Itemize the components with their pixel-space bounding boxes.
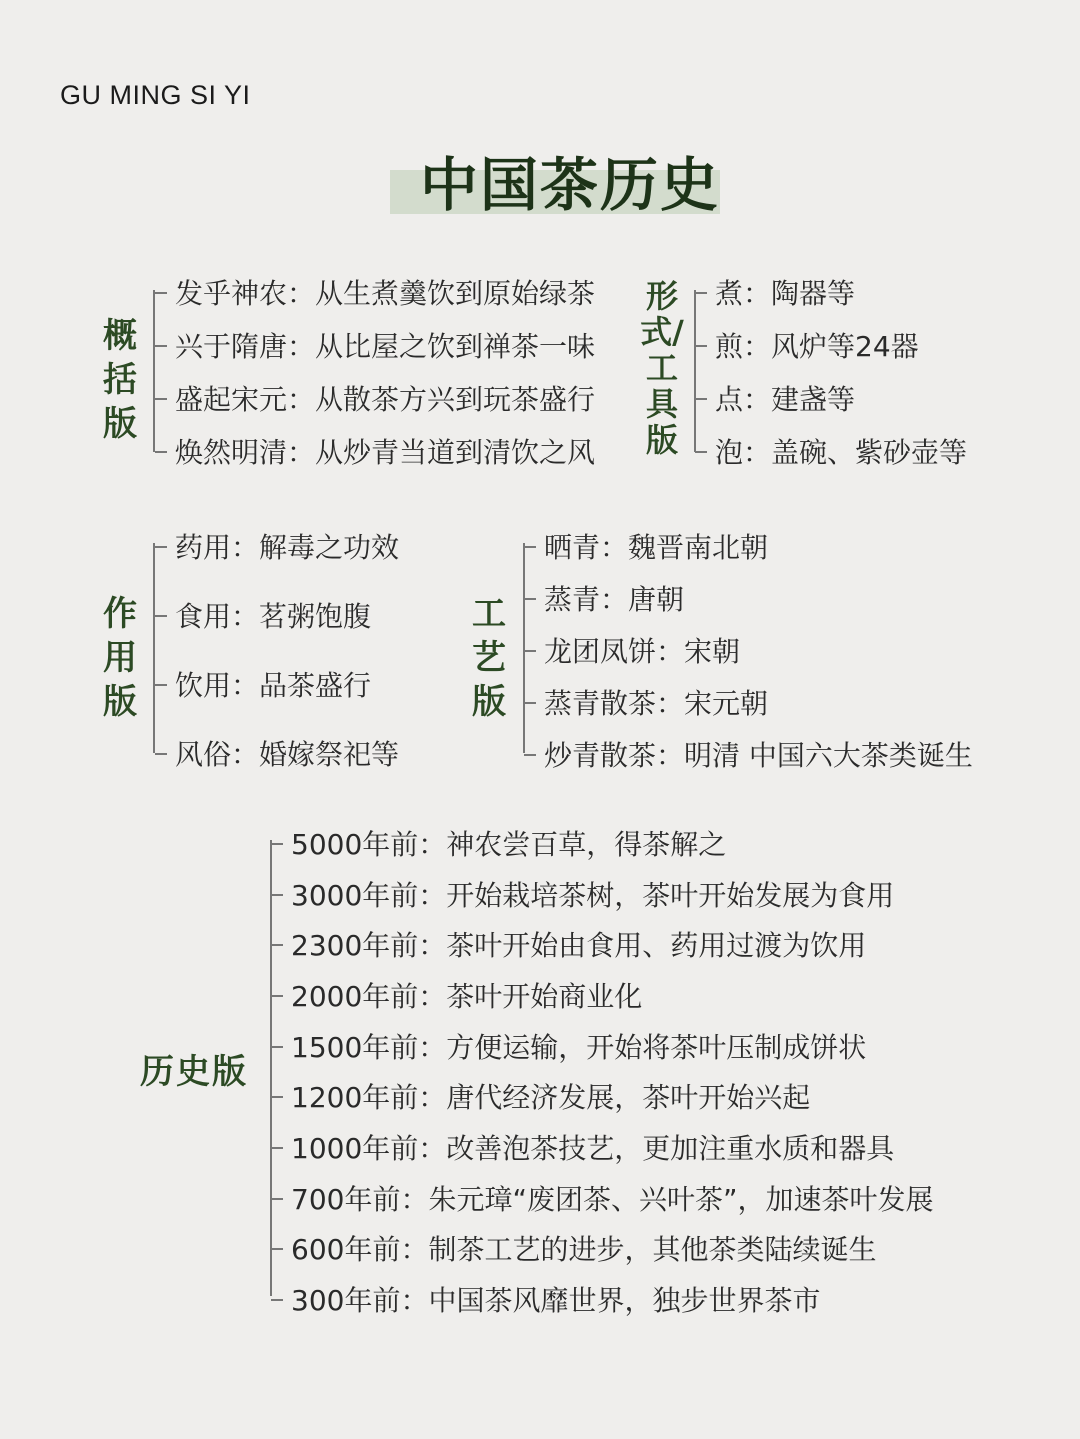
zuoyong-item-3: 饮用：品茶盛行 bbox=[175, 664, 371, 704]
gongyi-item-1: 晒青：魏晋南北朝 bbox=[544, 526, 768, 566]
gongyi-item-3: 龙团凤饼：宋朝 bbox=[544, 630, 740, 670]
zuoyong-label: 作用版 bbox=[103, 594, 137, 722]
lishi-item-4: 2000年前：茶叶开始商业化 bbox=[291, 975, 642, 1015]
lishi-item-7: 1000年前：改善泡茶技艺，更加注重水质和器具 bbox=[291, 1127, 894, 1167]
gongyi-bracket bbox=[523, 543, 525, 753]
lishi-item-10: 300年前：中国茶风靡世界，独步世界茶市 bbox=[291, 1279, 820, 1319]
zuoyong-item-4: 风俗：婚嫁祭祀等 bbox=[175, 733, 399, 773]
xingshi-item-3: 点：建盏等 bbox=[715, 378, 855, 418]
gaikuo-item-2: 兴于隋唐：从比屋之饮到禅茶一味 bbox=[175, 325, 595, 365]
xingshi-label: 形式/工具版 bbox=[640, 277, 684, 459]
lishi-item-2: 3000年前：开始栽培茶树，茶叶开始发展为食用 bbox=[291, 874, 894, 914]
zuoyong-bracket bbox=[153, 543, 155, 753]
gaikuo-item-3: 盛起宋元：从散茶方兴到玩茶盛行 bbox=[175, 378, 595, 418]
gaikuo-bracket bbox=[153, 290, 155, 452]
lishi-item-5: 1500年前：方便运输，开始将茶叶压制成饼状 bbox=[291, 1026, 866, 1066]
zuoyong-item-1: 药用：解毒之功效 bbox=[175, 526, 399, 566]
xingshi-item-2: 煎：风炉等24器 bbox=[715, 325, 919, 365]
lishi-bracket bbox=[270, 840, 272, 1296]
gongyi-label: 工艺版 bbox=[472, 594, 506, 722]
gaikuo-item-1: 发乎神农：从生煮羹饮到原始绿茶 bbox=[175, 272, 595, 312]
page-title: 中国茶历史 bbox=[420, 151, 721, 219]
lishi-label: 历史版 bbox=[140, 1052, 248, 1092]
gaikuo-item-4: 焕然明清：从炒青当道到清饮之风 bbox=[175, 431, 595, 471]
gongyi-item-5: 炒青散茶：明清 中国六大茶类诞生 bbox=[544, 734, 973, 774]
lishi-item-3: 2300年前：茶叶开始由食用、药用过渡为饮用 bbox=[291, 924, 866, 964]
xingshi-bracket bbox=[694, 290, 696, 452]
brand-text: GU MING SI YI bbox=[60, 80, 251, 110]
gaikuo-label: 概括版 bbox=[103, 316, 137, 444]
lishi-item-8: 700年前：朱元璋“废团茶、兴叶茶”，加速茶叶发展 bbox=[291, 1178, 933, 1218]
lishi-item-6: 1200年前：唐代经济发展，茶叶开始兴起 bbox=[291, 1076, 810, 1116]
zuoyong-item-2: 食用：茗粥饱腹 bbox=[175, 595, 371, 635]
gongyi-item-4: 蒸青散茶：宋元朝 bbox=[544, 682, 768, 722]
title-block bbox=[390, 130, 730, 219]
xingshi-item-1: 煮：陶器等 bbox=[715, 272, 855, 312]
gongyi-item-2: 蒸青：唐朝 bbox=[544, 578, 684, 618]
lishi-item-1: 5000年前：神农尝百草，得茶解之 bbox=[291, 823, 726, 863]
lishi-item-9: 600年前：制茶工艺的进步，其他茶类陆续诞生 bbox=[291, 1228, 876, 1268]
xingshi-item-4: 泡：盖碗、紫砂壶等 bbox=[715, 431, 967, 471]
